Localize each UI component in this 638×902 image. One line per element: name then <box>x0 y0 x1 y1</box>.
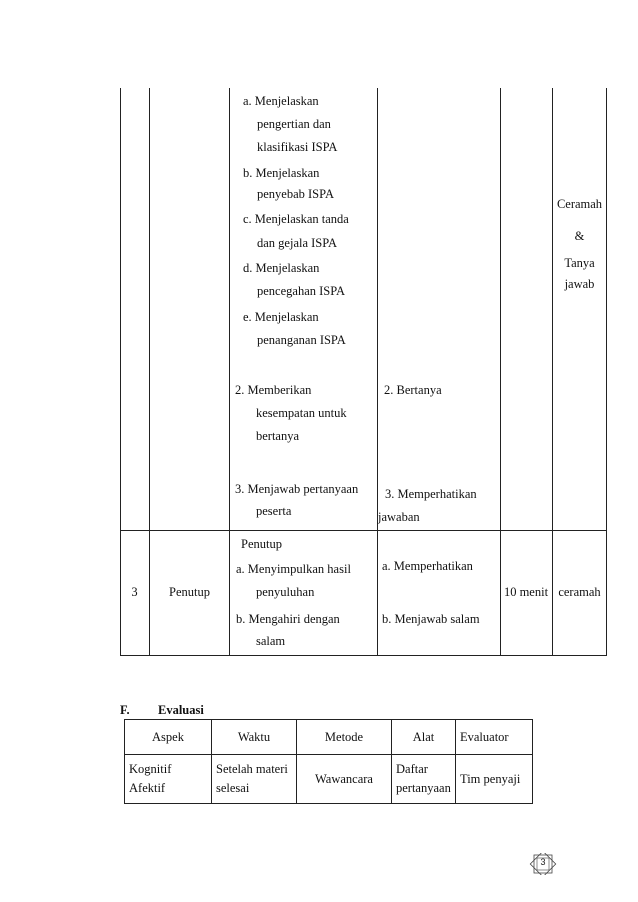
closing-time: 10 menit <box>503 585 549 599</box>
cell-evaluator: Tim penyaji <box>456 755 533 804</box>
closing-participant-b: b. Menjawab salam <box>382 612 480 626</box>
header-waktu: Waktu <box>212 720 297 755</box>
page-number: 3 <box>540 857 546 867</box>
page-number-badge <box>528 853 558 875</box>
closing-participant-a: a. Memperhatikan <box>382 559 473 573</box>
header-metode: Metode <box>297 720 392 755</box>
cell-waktu: Setelah materi selesai <box>212 755 297 804</box>
header-alat: Alat <box>392 720 456 755</box>
table-border-right <box>606 88 607 655</box>
evaluation-table <box>124 719 533 804</box>
evaluation-header-row <box>125 720 533 755</box>
table-border-bottom <box>120 655 607 656</box>
table-col-divider-3 <box>377 88 378 655</box>
row-number: 3 <box>131 585 138 599</box>
stage-label: Penutup <box>169 585 210 599</box>
header-aspek: Aspek <box>125 720 212 755</box>
activity-heading: Penutup <box>241 537 282 551</box>
header-evaluator: Evaluator <box>456 720 533 755</box>
closing-method: ceramah <box>558 585 601 599</box>
table-col-divider-4 <box>500 88 501 655</box>
participant-2: 2. Bertanya <box>384 383 442 397</box>
table-col-divider-2 <box>229 88 230 655</box>
table-col-divider-1 <box>149 88 150 655</box>
evaluation-data-row <box>125 755 533 804</box>
table-row-divider <box>120 530 607 531</box>
cell-metode: Wawancara <box>297 755 392 804</box>
section-title: Evaluasi <box>158 703 204 717</box>
section-label: F. <box>120 703 130 717</box>
table-border-left <box>120 88 121 655</box>
cell-alat: Daftar pertanyaan <box>392 755 456 804</box>
table-col-divider-5 <box>552 88 553 655</box>
cell-aspek: Kognitif Afektif <box>125 755 212 804</box>
